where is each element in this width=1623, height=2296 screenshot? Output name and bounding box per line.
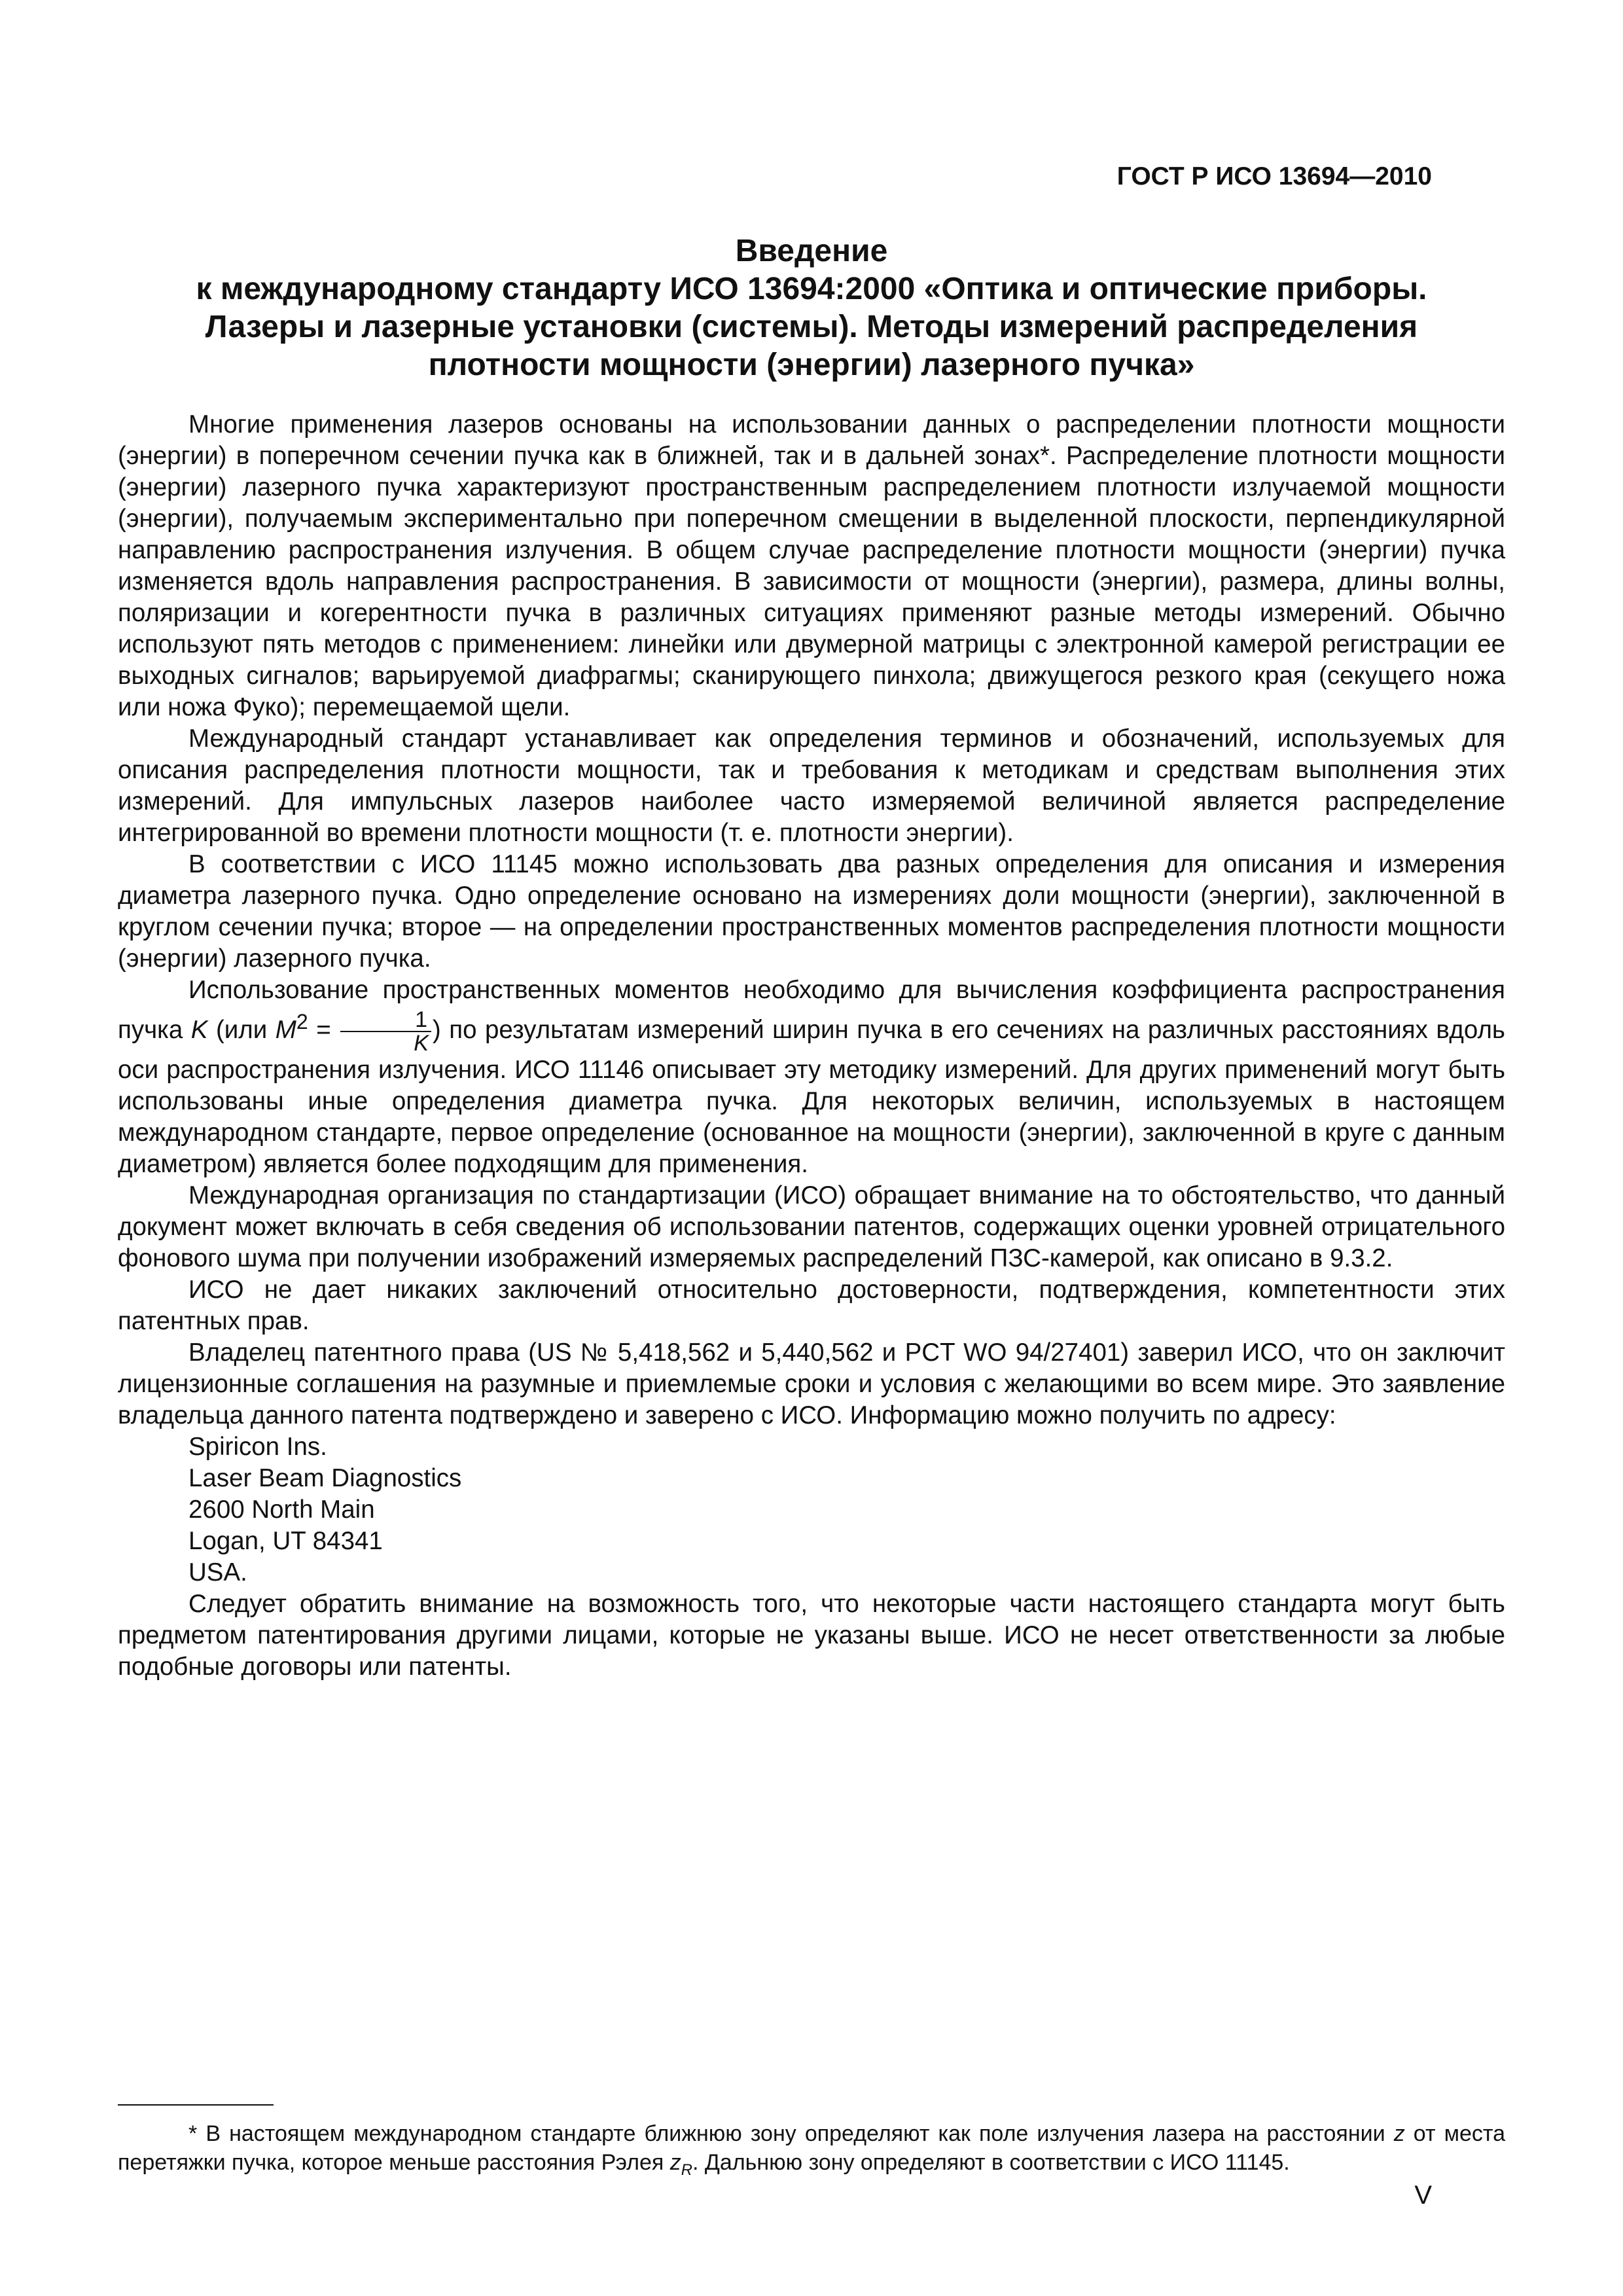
title-line-3: Лазеры и лазерные установки (системы). Методы измерений распределения (205, 310, 1418, 344)
title-line-1: Введение (735, 234, 888, 268)
symbol-zr: z (669, 2150, 681, 2175)
paragraph-5: Международная организация по стандартизации (ИСО) обращает внимание на то обстоятельство, что данный документ может включать в себя сведения об использовании патентов, содержащих оценки уровней отрицательного фонового шума при получении изображений измеряемых распределений ПЗС-камерой, как описано в 9.3.2. (118, 1181, 1505, 1272)
address-line-3: 2600 North Main (188, 1495, 375, 1524)
subscript-r: R (681, 2161, 692, 2179)
footnote-part-a: * В настоящем международном стандарте ближнюю зону определяют как поле излучения лазера на расстоянии (188, 2121, 1394, 2146)
paragraph-8: Следует обратить внимание на возможность того, что некоторые части настоящего стандарта могут быть предметом патентирования другими лицами, которые не указаны выше. ИСО не несет ответственности за любые подобные договоры или патенты. (118, 1589, 1505, 1681)
paragraph-2: Международный стандарт устанавливает как определения терминов и обозначений, используемых для описания распределения плотности мощности, так и требования к методикам и средствам выполнения этих измерений. Для импульсных лазеров наиболее часто измеряемой величиной является распределение интегрированной во времени плотности мощности (т. е. плотности энергии). (118, 725, 1505, 847)
superscript-2: 2 (296, 1010, 308, 1033)
page-title (118, 232, 1505, 384)
footnote-divider (118, 2104, 274, 2106)
title-line-2: к международному стандарту ИСО 13694:2000 «Оптика и оптические приборы. (196, 272, 1427, 306)
symbol-k: K (190, 1015, 208, 1044)
body-text (118, 409, 1505, 1683)
paragraph-6: ИСО не дает никаких заключений относительно достоверности, подтверждения, компетентности этих патентных прав. (118, 1275, 1505, 1335)
symbol-m: M (275, 1015, 296, 1044)
document-code: ГОСТ Р ИСО 13694—2010 (1116, 162, 1432, 190)
paragraph-3: В соответствии с ИСО 11145 можно использовать два разных определения для описания и измерения диаметра лазерного пучка. Одно определение основано на измерениях доли мощности (энергии), заключенной в круглом сечении пучка; второе — на определении пространственных моментов распределения плотности мощности (энергии) лазерного пучка. (118, 850, 1505, 973)
symbol-z: z (1393, 2121, 1405, 2146)
footnote (118, 2119, 1505, 2185)
address-line-5: USA. (188, 1558, 247, 1587)
address-line-1: Spiricon Ins. (188, 1432, 327, 1461)
fraction-numerator: 1 (340, 1009, 431, 1032)
address-line-2: Laser Beam Diagnostics (188, 1463, 462, 1492)
paragraph-1: Многие применения лазеров основаны на использовании данных о распределении плотности мощности (энергии) в поперечном сечении пучка как в ближней, так и в дальней зонах*. Распределение плотности мощности (энергии) лазерного пучка характеризуют пространственным распределением плотности излучаемой мощности (энергии), получаемым экспериментально при поперечном смещении в выделенной плоскости, перпендикулярной направлению распространения излучения. В общем случае распределение плотности мощности (энергии) пучка изменяется вдоль направления распространения. В зависимости от мощности (энергии), размера, длины волны, поляризации и когерентности пучка в различных ситуациях применяют разные методы измерений. Обычно используют пять методов с применением: линейки или двумерной матрицы с электронной камерой регистрации ее выходных сигналов; варьируемой диафрагмы; сканирующего пинхола; движущегося резкого края (секущего ножа или ножа Фуко); перемещаемой щели. (118, 410, 1505, 721)
equals-sign: = (308, 1015, 340, 1044)
footnote-part-b: от места перетяжки пучка, которое меньше расстояния Рэлея (118, 2121, 1505, 2175)
fraction-denominator: K (414, 1030, 429, 1056)
fraction-one-over-k (340, 1009, 431, 1054)
footnote-part-c: . Дальнюю зону определяют в соответствии с ИСО 11145. (692, 2150, 1290, 2175)
paragraph-4 (118, 975, 1505, 1180)
title-line-4: плотности мощности (энергии) лазерного пучка» (428, 348, 1195, 382)
paragraph-7: Владелец патентного права (US № 5,418,562 и 5,440,562 и PCT WO 94/27401) заверил ИСО, что он заключит лицензионные соглашения на разумные и приемлемые сроки и условия с желающими во всем мире. Это заявление владельца данного патента подтверждено и заверено с ИСО. Информацию можно получить по адресу: (118, 1338, 1505, 1429)
paragraph-4-part-c: ) по результатам измерений ширин пучка в его сечениях на различных расстояниях вдоль оси распространения излучения. ИСО 11146 описывает эту методику измерений. Для других применений могут быть использованы иные определения диаметра пучка. Для некоторых величин, используемых в настоящем международном стандарте, первое определение (основанное на мощности (энергии), заключенной в круге с данным диаметром) является более подходящим для применения. (118, 1015, 1505, 1178)
page-number: V (1414, 2181, 1432, 2210)
footnote-text (118, 2119, 1505, 2185)
paragraph-4-part-b: (или (207, 1015, 276, 1044)
paragraph-4-part-a: Использование пространственных моментов необходимо для вычисления коэффициента распространения пучка (118, 976, 1505, 1044)
address-line-4: Logan, UT 84341 (188, 1526, 383, 1555)
